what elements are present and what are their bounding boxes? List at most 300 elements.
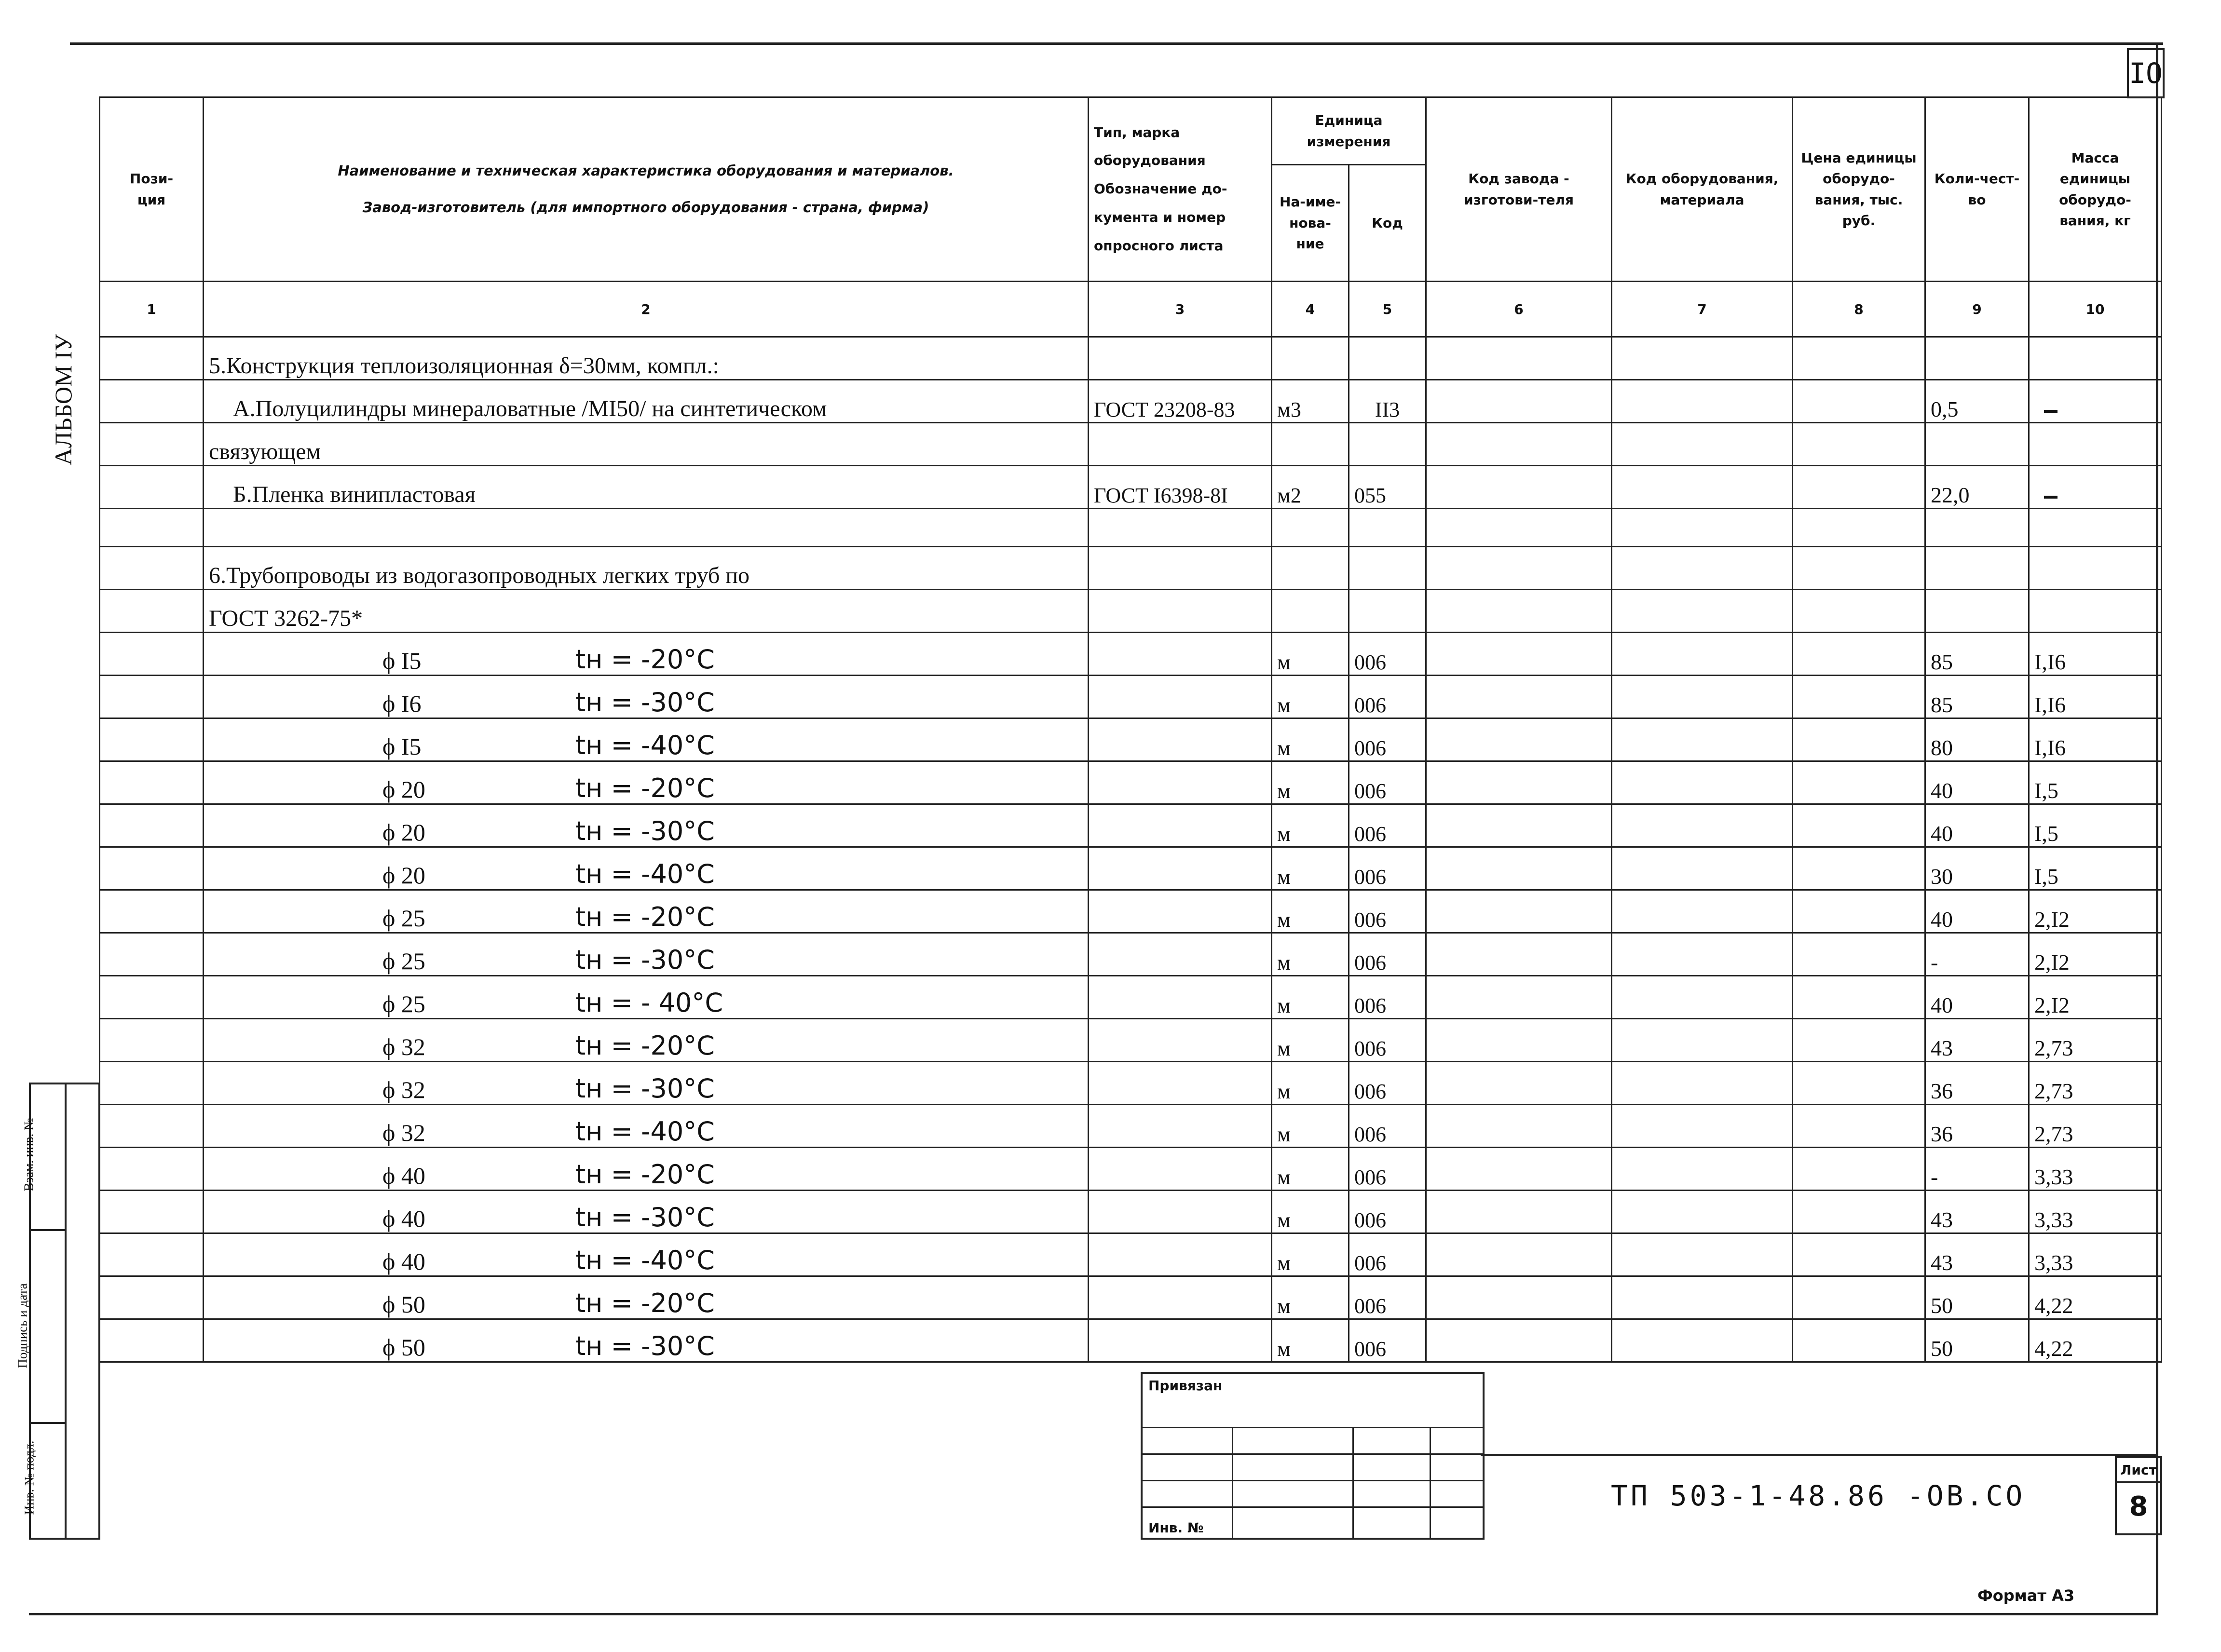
price-cell: [1793, 1191, 1925, 1233]
doc-cell: [1089, 890, 1272, 933]
item-b-qty: 22,0: [1925, 466, 2029, 509]
pipe-row: [100, 1233, 2162, 1276]
pipe-code: 006: [1349, 933, 1426, 976]
pipe-diameter: ϕ 32: [382, 1033, 425, 1060]
plant-code-cell: [1426, 1276, 1612, 1319]
equipment-code-cell: [1612, 847, 1793, 890]
dash-mark: [2044, 496, 2057, 499]
equipment-code-cell: [1612, 1319, 1793, 1362]
pipe-desc: [204, 1276, 1089, 1319]
pipe-mass: I,I6: [2029, 676, 2162, 718]
plant-code-cell: [1426, 847, 1612, 890]
pipe-temperature: tн = -20°C: [575, 1159, 715, 1190]
doc-cell: [1089, 933, 1272, 976]
pipe-mass: 3,33: [2029, 1148, 2162, 1191]
pos-cell: [100, 1191, 204, 1233]
price-cell: [1793, 761, 1925, 804]
stamp-inv-orig-label: Инв. № подл.: [22, 1440, 37, 1515]
price-cell: [1793, 890, 1925, 933]
pos-cell: [100, 676, 204, 718]
pipe-diameter: ϕ 50: [382, 1334, 425, 1361]
price-cell: [1793, 804, 1925, 847]
item-b-doc: ГОСТ I6398-8I: [1089, 466, 1272, 509]
pipe-desc: [204, 1319, 1089, 1362]
pipe-code: 006: [1349, 1319, 1426, 1362]
pipe-temperature: tн = -30°C: [575, 1202, 715, 1232]
specification-table: [99, 96, 2162, 1363]
pipe-row: [100, 761, 2162, 804]
pipe-desc: [204, 761, 1089, 804]
pos-cell: [100, 1319, 204, 1362]
column-number: 4: [1272, 282, 1349, 337]
pos-cell: [100, 633, 204, 676]
table-body: [100, 337, 2162, 1362]
pipe-mass: I,5: [2029, 804, 2162, 847]
pipe-temperature: tн = -20°C: [575, 773, 715, 803]
pipe-temperature: tн = -20°C: [575, 1030, 715, 1061]
plant-code-cell: [1426, 976, 1612, 1019]
pipe-desc: [204, 847, 1089, 890]
doc-cell: [1089, 1319, 1272, 1362]
pos-cell: [100, 1233, 204, 1276]
doc-cell: [1089, 1019, 1272, 1062]
pipe-temperature: tн = -30°C: [575, 1331, 715, 1361]
plant-code-cell: [1426, 633, 1612, 676]
plant-code-cell: [1426, 676, 1612, 718]
pipe-diameter: ϕ 40: [382, 1248, 425, 1275]
pipe-row: [100, 676, 2162, 718]
doc-cell: [1089, 1105, 1272, 1148]
pipe-mass: I,5: [2029, 847, 2162, 890]
pipe-qty: 85: [1925, 633, 2029, 676]
pipe-desc: [204, 804, 1089, 847]
item-a-qty: 0,5: [1925, 380, 2029, 423]
pipe-diameter: ϕ 20: [382, 776, 425, 803]
plant-code-cell: [1426, 1191, 1612, 1233]
doc-cell: [1089, 1062, 1272, 1105]
doc-cell: [1089, 847, 1272, 890]
section6-title-row: [100, 547, 2162, 590]
pipe-code: 006: [1349, 718, 1426, 761]
header-name-line2: Завод-изготовитель (для импортного оборудования - страна, фирма): [362, 199, 929, 216]
bind-line: [1430, 1427, 1431, 1538]
pos-cell: [100, 890, 204, 933]
pipe-code: 006: [1349, 1233, 1426, 1276]
pipe-code: 006: [1349, 761, 1426, 804]
table-header: [100, 97, 2162, 337]
pipe-temperature: tн = -40°C: [575, 730, 715, 760]
bind-line: [1352, 1427, 1354, 1538]
price-cell: [1793, 1148, 1925, 1191]
bind-line: [1143, 1427, 1483, 1428]
frame-bottom-line: [29, 1613, 2158, 1615]
pipe-unit: м: [1272, 933, 1349, 976]
pipe-unit: м: [1272, 1019, 1349, 1062]
pipe-qty: 30: [1925, 847, 2029, 890]
item-b-code: 055: [1349, 466, 1426, 509]
pipe-code: 006: [1349, 1105, 1426, 1148]
column-number: 3: [1089, 282, 1272, 337]
doc-cell: [1089, 1233, 1272, 1276]
pipe-qty: 40: [1925, 761, 2029, 804]
pipe-qty: 50: [1925, 1319, 2029, 1362]
item-a-mass: [2029, 380, 2162, 423]
pipe-diameter: ϕ I5: [382, 647, 422, 674]
document-code: ТП 503-1-48.86 -ОВ.СО: [1611, 1479, 2026, 1512]
doc-cell: [1089, 804, 1272, 847]
pipe-unit: м: [1272, 1148, 1349, 1191]
pipe-row: [100, 976, 2162, 1019]
pipe-mass: 3,33: [2029, 1233, 2162, 1276]
stamp-replace-inv: [21, 1084, 65, 1231]
item-b-name: Б.Пленка винипластовая: [204, 466, 1089, 509]
pipe-qty: 36: [1925, 1062, 2029, 1105]
doc-cell: [1089, 1148, 1272, 1191]
bind-line: [1232, 1427, 1233, 1538]
item-a-unit: м3: [1272, 380, 1349, 423]
price-cell: [1793, 633, 1925, 676]
header-unit-code: Код: [1349, 165, 1426, 282]
stamp-sign-date: [15, 1229, 65, 1424]
pos-cell: [100, 1105, 204, 1148]
sheet-top-number: IO: [2127, 48, 2165, 98]
pipe-code: 006: [1349, 1062, 1426, 1105]
pipe-diameter: ϕ 32: [382, 1119, 425, 1146]
header-unit-name: На-име-нова-ние: [1272, 165, 1349, 282]
pipe-desc: [204, 1062, 1089, 1105]
pipe-mass: I,5: [2029, 761, 2162, 804]
stamp-sign-date-label: Подпись и дата: [15, 1283, 30, 1368]
pipe-unit: м: [1272, 1233, 1349, 1276]
pos-cell: [100, 1062, 204, 1105]
column-number-row: [100, 282, 2162, 337]
pipe-diameter: ϕ 20: [382, 862, 425, 889]
column-number: 7: [1612, 282, 1793, 337]
bind-line: [1143, 1506, 1483, 1508]
pipe-unit: м: [1272, 633, 1349, 676]
table-row: [100, 509, 2162, 547]
pipe-desc: [204, 1148, 1089, 1191]
header-position: Пози- ция: [100, 97, 204, 282]
pipe-row: [100, 633, 2162, 676]
plant-code-cell: [1426, 1233, 1612, 1276]
pipe-code: 006: [1349, 633, 1426, 676]
section6-standard: ГОСТ 3262-75*: [204, 590, 1089, 633]
plant-code-cell: [1426, 933, 1612, 976]
doc-cell: [1089, 1276, 1272, 1319]
equipment-code-cell: [1612, 1191, 1793, 1233]
pipe-desc: [204, 1105, 1089, 1148]
dash-mark: [2044, 410, 2057, 413]
pipe-mass: 2,I2: [2029, 890, 2162, 933]
pipe-temperature: tн = -40°C: [575, 1245, 715, 1275]
pipe-mass: 3,33: [2029, 1191, 2162, 1233]
pipe-unit: м: [1272, 718, 1349, 761]
header-name-line1: Наименование и техническая характеристика оборудования и материалов.: [338, 162, 954, 179]
bind-line: [1143, 1480, 1483, 1481]
pipe-qty: 36: [1925, 1105, 2029, 1148]
doc-cell: [1089, 761, 1272, 804]
pipe-desc: [204, 676, 1089, 718]
equipment-code-cell: [1612, 761, 1793, 804]
pipe-mass: I,I6: [2029, 718, 2162, 761]
pipe-row: [100, 847, 2162, 890]
pipe-temperature: tн = -40°C: [575, 859, 715, 889]
plant-code-cell: [1426, 890, 1612, 933]
sheet-label: Лист: [2115, 1456, 2162, 1483]
pos-cell: [100, 1276, 204, 1319]
doc-cell: [1089, 718, 1272, 761]
price-cell: [1793, 1105, 1925, 1148]
stamp-replace-inv-label: Взам. инв. №: [21, 1118, 36, 1192]
pipe-temperature: tн = -40°C: [575, 1116, 715, 1147]
equipment-code-cell: [1612, 804, 1793, 847]
section5-title-row: [100, 337, 2162, 380]
pipe-temperature: tн = - 40°C: [575, 988, 723, 1018]
column-number: 8: [1793, 282, 1925, 337]
item-a-name: А.Полуцилиндры минераловатные /МI50/ на синтетическом: [204, 380, 1089, 423]
section6-title-row-2: [100, 590, 2162, 633]
equipment-code-cell: [1612, 676, 1793, 718]
pipe-unit: м: [1272, 804, 1349, 847]
pipe-desc: [204, 1019, 1089, 1062]
pipe-diameter: ϕ 32: [382, 1076, 425, 1103]
pipe-desc: [204, 1191, 1089, 1233]
pipe-unit: м: [1272, 676, 1349, 718]
pipe-unit: м: [1272, 1276, 1349, 1319]
header-price: Цена единицы оборудо-вания, тыс. руб.: [1793, 97, 1925, 282]
plant-code-cell: [1426, 1062, 1612, 1105]
pipe-row: [100, 1276, 2162, 1319]
pipe-unit: м: [1272, 976, 1349, 1019]
pipe-code: 006: [1349, 804, 1426, 847]
header-equipment-code: Код оборудования, материала: [1612, 97, 1793, 282]
price-cell: [1793, 1233, 1925, 1276]
stamp-inv-orig: [22, 1422, 65, 1538]
doc-cell: [1089, 976, 1272, 1019]
pipe-diameter: ϕ 40: [382, 1162, 425, 1189]
pipe-code: 006: [1349, 676, 1426, 718]
pipe-diameter: ϕ 25: [382, 905, 425, 932]
pipe-diameter: ϕ 25: [382, 990, 425, 1017]
pos-cell: [100, 976, 204, 1019]
equipment-code-cell: [1612, 1062, 1793, 1105]
pipe-mass: 2,73: [2029, 1062, 2162, 1105]
item-b-unit: м2: [1272, 466, 1349, 509]
header-mass: Масса единицы оборудо-вания, кг: [2029, 97, 2162, 282]
table-row: [100, 423, 2162, 466]
equipment-code-cell: [1612, 890, 1793, 933]
column-number: 10: [2029, 282, 2162, 337]
pipe-temperature: tн = -20°C: [575, 644, 715, 675]
pipe-row: [100, 890, 2162, 933]
album-label: [41, 334, 80, 466]
pos-cell: [100, 933, 204, 976]
pipe-qty: 85: [1925, 676, 2029, 718]
equipment-code-cell: [1612, 1148, 1793, 1191]
price-cell: [1793, 847, 1925, 890]
pipe-unit: м: [1272, 1105, 1349, 1148]
equipment-code-cell: [1612, 1233, 1793, 1276]
pipe-mass: 4,22: [2029, 1276, 2162, 1319]
price-cell: [1793, 718, 1925, 761]
pipe-diameter: ϕ 20: [382, 819, 425, 846]
equipment-code-cell: [1612, 1019, 1793, 1062]
pipe-row: [100, 1105, 2162, 1148]
price-cell: [1793, 1319, 1925, 1362]
pipe-qty: 50: [1925, 1276, 2029, 1319]
pipe-diameter: ϕ I6: [382, 690, 422, 717]
pipe-diameter: ϕ 50: [382, 1291, 425, 1318]
plant-code-cell: [1426, 1019, 1612, 1062]
inv-label: Инв. №: [1148, 1520, 1204, 1536]
pipe-desc: [204, 633, 1089, 676]
pipe-unit: м: [1272, 1319, 1349, 1362]
price-cell: [1793, 933, 1925, 976]
column-number: 2: [204, 282, 1089, 337]
pipe-mass: 2,I2: [2029, 976, 2162, 1019]
column-number: 6: [1426, 282, 1612, 337]
equipment-code-cell: [1612, 718, 1793, 761]
pipe-row: [100, 1019, 2162, 1062]
pipe-mass: 2,I2: [2029, 933, 2162, 976]
price-cell: [1793, 676, 1925, 718]
pipe-mass: 2,73: [2029, 1019, 2162, 1062]
column-number: 5: [1349, 282, 1426, 337]
equipment-code-cell: [1612, 1105, 1793, 1148]
plant-code-cell: [1426, 804, 1612, 847]
header-quantity: Коли-чест-во: [1925, 97, 2029, 282]
pipe-qty: 43: [1925, 1019, 2029, 1062]
pipe-unit: м: [1272, 847, 1349, 890]
sheet-number: 8: [2115, 1479, 2162, 1535]
pipe-desc: [204, 890, 1089, 933]
column-number: 9: [1925, 282, 2029, 337]
pipe-diameter: ϕ 25: [382, 948, 425, 975]
plant-code-cell: [1426, 761, 1612, 804]
item-a-name-cont: связующем: [204, 423, 1089, 466]
bound-label: Привязан: [1148, 1378, 1223, 1394]
pipe-temperature: tн = -20°C: [575, 902, 715, 932]
pipe-row: [100, 933, 2162, 976]
equipment-code-cell: [1612, 1276, 1793, 1319]
plant-code-cell: [1426, 1148, 1612, 1191]
frame-top-line: [70, 42, 2163, 45]
pos-cell: [100, 1019, 204, 1062]
pipe-qty: -: [1925, 933, 2029, 976]
table-row: [100, 380, 2162, 423]
pipe-diameter: ϕ 40: [382, 1205, 425, 1232]
pipe-desc: [204, 718, 1089, 761]
section5-title: 5.Конструкция теплоизоляционная δ=30мм, компл.:: [204, 337, 1089, 380]
pipe-unit: м: [1272, 890, 1349, 933]
pipe-code: 006: [1349, 1276, 1426, 1319]
pipe-desc: [204, 933, 1089, 976]
pipe-qty: 43: [1925, 1191, 2029, 1233]
pipe-code: 006: [1349, 1019, 1426, 1062]
album-label-text: АЛЬБОМ IУ: [50, 334, 77, 466]
pipe-row: [100, 804, 2162, 847]
header-type: Тип, марка оборудования Обозначение до-кумента и номер опросного листа: [1089, 97, 1272, 282]
pos-cell: [100, 847, 204, 890]
item-a-code: II3: [1349, 380, 1426, 423]
stamp-divider: [65, 1084, 67, 1538]
pipe-code: 006: [1349, 890, 1426, 933]
price-cell: [1793, 1276, 1925, 1319]
doc-cell: [1089, 633, 1272, 676]
pipe-qty: 40: [1925, 804, 2029, 847]
header-name: [204, 97, 1089, 282]
pipe-qty: 43: [1925, 1233, 2029, 1276]
equipment-code-cell: [1612, 976, 1793, 1019]
pipe-mass: I,I6: [2029, 633, 2162, 676]
pipe-temperature: tн = -30°C: [575, 1073, 715, 1104]
doc-cell: [1089, 1191, 1272, 1233]
pipe-row: [100, 718, 2162, 761]
pipe-qty: 40: [1925, 890, 2029, 933]
pipe-code: 006: [1349, 976, 1426, 1019]
pipe-unit: м: [1272, 761, 1349, 804]
pipe-desc: [204, 976, 1089, 1019]
header-plant-code: Код завода - изготови-теля: [1426, 97, 1612, 282]
table-row: [100, 466, 2162, 509]
pos-cell: [100, 761, 204, 804]
section6-title: 6.Трубопроводы из водогазопроводных легких труб по: [204, 547, 1089, 590]
pipe-qty: 40: [1925, 976, 2029, 1019]
pipe-unit: м: [1272, 1062, 1349, 1105]
price-cell: [1793, 1062, 1925, 1105]
pipe-mass: 4,22: [2029, 1319, 2162, 1362]
pipe-mass: 2,73: [2029, 1105, 2162, 1148]
pos-cell: [100, 1148, 204, 1191]
plant-code-cell: [1426, 1105, 1612, 1148]
pos-cell: [100, 804, 204, 847]
bind-line: [1143, 1453, 1483, 1455]
pipe-code: 006: [1349, 1148, 1426, 1191]
pipe-code: 006: [1349, 1191, 1426, 1233]
pipe-code: 006: [1349, 847, 1426, 890]
pipe-temperature: tн = -30°C: [575, 687, 715, 718]
pipe-unit: м: [1272, 1191, 1349, 1233]
format-label: Формат А3: [1977, 1586, 2075, 1605]
pipe-temperature: tн = -20°C: [575, 1288, 715, 1318]
pipe-qty: 80: [1925, 718, 2029, 761]
plant-code-cell: [1426, 718, 1612, 761]
column-number: 1: [100, 282, 204, 337]
pos-cell: [100, 718, 204, 761]
binding-block: [1141, 1372, 1485, 1540]
stamp-column: [15, 1083, 100, 1540]
pipe-row: [100, 1148, 2162, 1191]
doc-cell: [1089, 676, 1272, 718]
price-cell: [1793, 976, 1925, 1019]
equipment-code-cell: [1612, 633, 1793, 676]
pipe-diameter: ϕ I5: [382, 733, 422, 760]
pipe-row: [100, 1191, 2162, 1233]
pipe-qty: -: [1925, 1148, 2029, 1191]
pipe-row: [100, 1319, 2162, 1362]
pipe-row: [100, 1062, 2162, 1105]
equipment-code-cell: [1612, 933, 1793, 976]
pipe-temperature: tн = -30°C: [575, 816, 715, 846]
pipe-desc: [204, 1233, 1089, 1276]
item-b-mass: [2029, 466, 2162, 509]
item-a-doc: ГОСТ 23208-83: [1089, 380, 1272, 423]
pipe-temperature: tн = -30°C: [575, 945, 715, 975]
header-unit-group: Единица измерения: [1272, 97, 1426, 165]
price-cell: [1793, 1019, 1925, 1062]
plant-code-cell: [1426, 1319, 1612, 1362]
